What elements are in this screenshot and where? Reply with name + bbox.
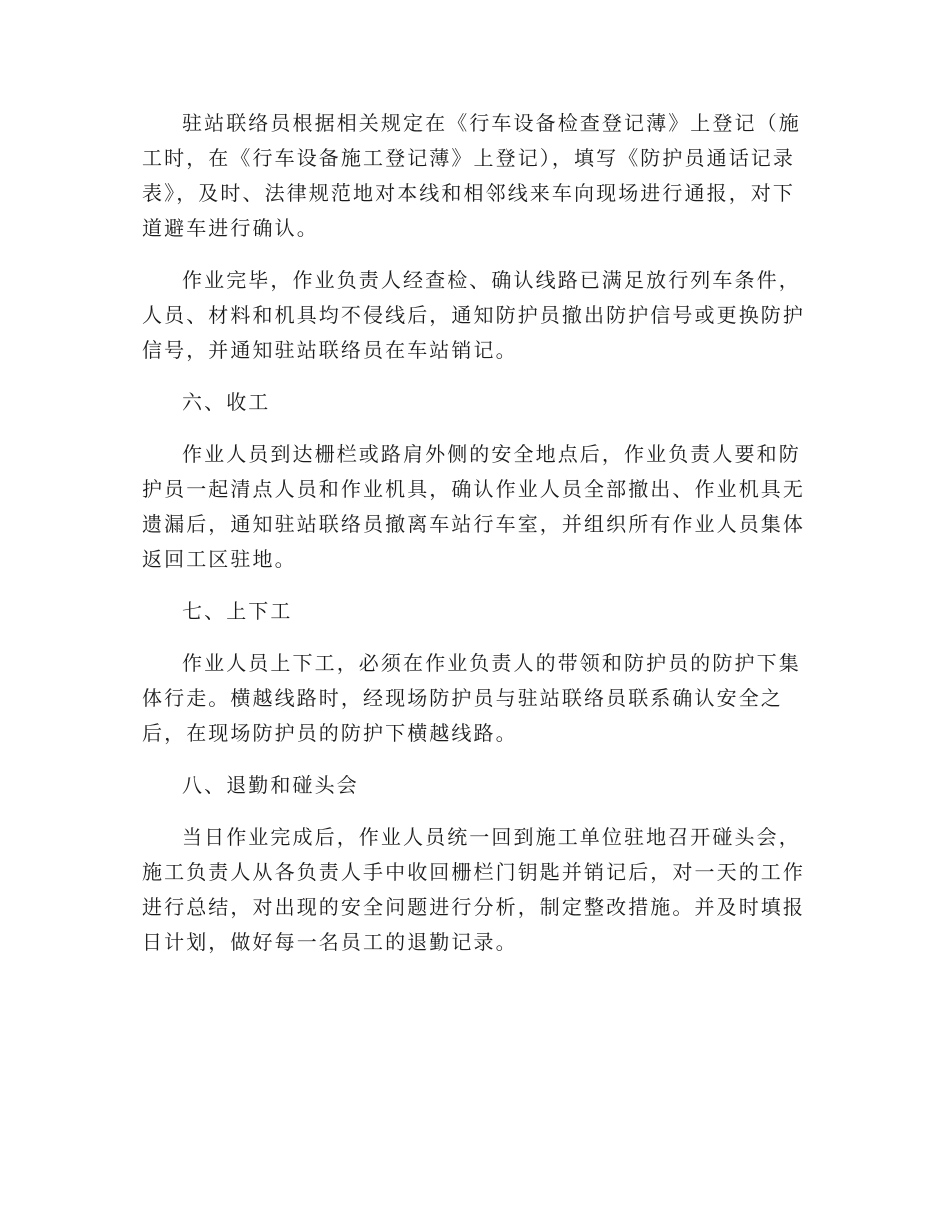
paragraph-work-completion: [142, 263, 805, 368]
paragraph-station-liaison-registration: [142, 106, 802, 246]
text-line: 日计划，做好每一名员工的退勤记录。: [142, 930, 518, 954]
text-line: 驻站联络员根据相关规定在《行车设备检查登记薄》上登记（施: [182, 111, 801, 135]
paragraph-finish-work: [142, 437, 805, 577]
heading-text: 六、收工: [182, 390, 271, 414]
heading-text: 七、上下工: [182, 599, 293, 623]
text-line: 体行走。横越线路时，经现场防护员与驻站联络员联系确认安全之: [142, 686, 783, 710]
section-heading-checkout-meeting: [142, 768, 802, 803]
text-line: 遗漏后，通知驻站联络员撤离车站行车室，并组织所有作业人员集体: [142, 512, 805, 536]
text-line: 作业人员上下工，必须在作业负责人的带领和防护员的防护下集: [182, 651, 801, 675]
section-heading-commute: [142, 594, 802, 629]
text-line: 施工负责人从各负责人手中收回栅栏门钥匙并销记后，对一天的工作: [142, 860, 805, 884]
text-line: 护员一起清点人员和作业机具，确认作业人员全部撤出、作业机具无: [142, 477, 805, 501]
text-line: 信号，并通知驻站联络员在车站销记。: [142, 338, 518, 362]
text-line: 作业完毕，作业负责人经查检、确认线路已满足放行列车条件，: [182, 268, 801, 292]
text-line: 人员、材料和机具均不侵线后，通知防护员撤出防护信号或更换防护: [142, 303, 805, 327]
text-line: 道避车进行确认。: [142, 216, 319, 240]
section-heading-finish-work: [142, 385, 802, 420]
paragraph-commute: [142, 646, 802, 751]
text-line: 当日作业完成后，作业人员统一回到施工单位驻地召开碰头会，: [182, 825, 801, 849]
text-line: 后，在现场防护员的防护下横越线路。: [142, 721, 518, 745]
document-body: [142, 106, 805, 977]
paragraph-checkout-meeting: [142, 820, 805, 960]
text-line: 作业人员到达栅栏或路肩外侧的安全地点后，作业负责人要和防: [182, 442, 801, 466]
text-line: 表》，及时、法律规范地对本线和相邻线来车向现场进行通报，对下: [142, 181, 795, 205]
text-line: 工时，在《行车设备施工登记薄》上登记），填写《防护员通话记录: [142, 146, 795, 170]
text-line: 返回工区驻地。: [142, 547, 297, 571]
heading-text: 八、退勤和碰头会: [182, 773, 359, 797]
text-line: 进行总结，对出现的安全问题进行分析，制定整改措施。并及时填报: [142, 895, 805, 919]
